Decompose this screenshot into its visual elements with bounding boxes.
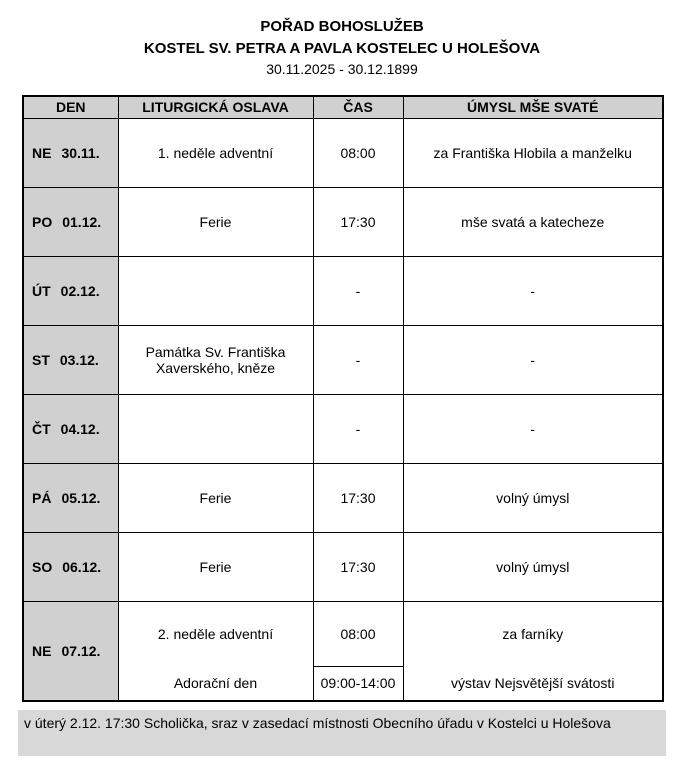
intention-line-1: za farníky [502,625,564,642]
table-row [23,463,663,532]
day-abbr: NE [32,642,52,659]
church-name: KOSTEL SV. PETRA A PAVLA KOSTELEC U HOLEŠOVA [143,40,541,57]
time-cell: - [313,325,403,394]
table-row [23,256,663,325]
day-label [32,490,118,506]
time-line-2: 09:00-14:00 [314,666,403,700]
date-range: 30.11.2025 - 30.12.1899 [266,61,418,77]
celebration-cell: Ferie [118,187,313,256]
day-date: 05.12. [61,489,101,506]
day-cell [23,187,118,256]
celebration-cell [118,394,313,463]
day-date: 06.12. [62,558,102,575]
celebration-cell: Památka Sv. Františka Xaverského, kněze [118,325,313,394]
day-abbr: PO [32,213,53,230]
day-label [32,643,118,659]
day-cell [23,532,118,601]
table-row [23,118,663,187]
intention-cell: - [403,325,663,394]
intention-cell: mše svatá a katecheze [403,187,663,256]
day-label [32,352,118,368]
time-cell: - [313,256,403,325]
time-cell [313,601,403,701]
celebration-cell: Ferie [118,463,313,532]
celebration-cell [118,256,313,325]
intention-cell [403,601,663,701]
day-date: 01.12. [62,213,102,230]
header-den: DEN [23,96,118,118]
day-abbr: PÁ [32,489,52,506]
table-row [23,532,663,601]
footer-note: v úterý 2.12. 17:30 Scholička, sraz v zasedací místnosti Obecního úřadu v Kostelci u Holešova [18,710,666,756]
day-cell [23,394,118,463]
day-date: 04.12. [60,420,100,437]
day-abbr: NE [32,144,52,161]
time-line-1: 08:00 [340,625,376,642]
header-cas: ČAS [313,96,403,118]
table-row [23,187,663,256]
time-cell: 17:30 [313,532,403,601]
intention-cell: volný úmysl [403,463,663,532]
time-cell: - [313,394,403,463]
table-row [23,325,663,394]
day-label [32,214,118,230]
celebration-line-1: 2. neděle adventní [157,625,274,642]
celebration-cell [118,601,313,701]
header-umysl: ÚMYSL MŠE SVATÉ [403,96,663,118]
day-cell [23,256,118,325]
time-cell: 08:00 [313,118,403,187]
celebration-cell: 1. neděle adventní [118,118,313,187]
day-cell [23,601,118,701]
page-title: POŘAD BOHOSLUŽEB [260,18,424,35]
day-label [32,283,118,299]
day-cell [23,463,118,532]
intention-cell: volný úmysl [403,532,663,601]
day-cell [23,325,118,394]
intention-cell: - [403,256,663,325]
day-date: 30.11. [61,144,100,161]
day-label [32,559,118,575]
intention-cell: - [403,394,663,463]
document-header [0,0,684,80]
celebration-line-2: Adorační den [173,674,258,691]
table-row [23,394,663,463]
day-label [32,145,118,161]
table-header [23,96,663,118]
day-abbr: ST [32,351,50,368]
day-abbr: ČT [32,420,51,437]
day-label [32,421,118,437]
intention-cell: za Františka Hlobila a manželku [403,118,663,187]
header-liturgicka-oslava: LITURGICKÁ OSLAVA [118,96,313,118]
day-cell [23,118,118,187]
day-abbr: SO [32,558,53,575]
day-abbr: ÚT [32,282,51,299]
table-row [23,601,663,701]
day-date: 02.12. [60,282,100,299]
intention-line-2: výstav Nejsvětější svátosti [451,674,615,691]
day-date: 03.12. [59,351,99,368]
header-row [23,96,663,118]
time-cell: 17:30 [313,187,403,256]
day-date: 07.12. [61,642,101,659]
time-cell: 17:30 [313,463,403,532]
schedule-table [22,95,664,702]
celebration-cell: Ferie [118,532,313,601]
